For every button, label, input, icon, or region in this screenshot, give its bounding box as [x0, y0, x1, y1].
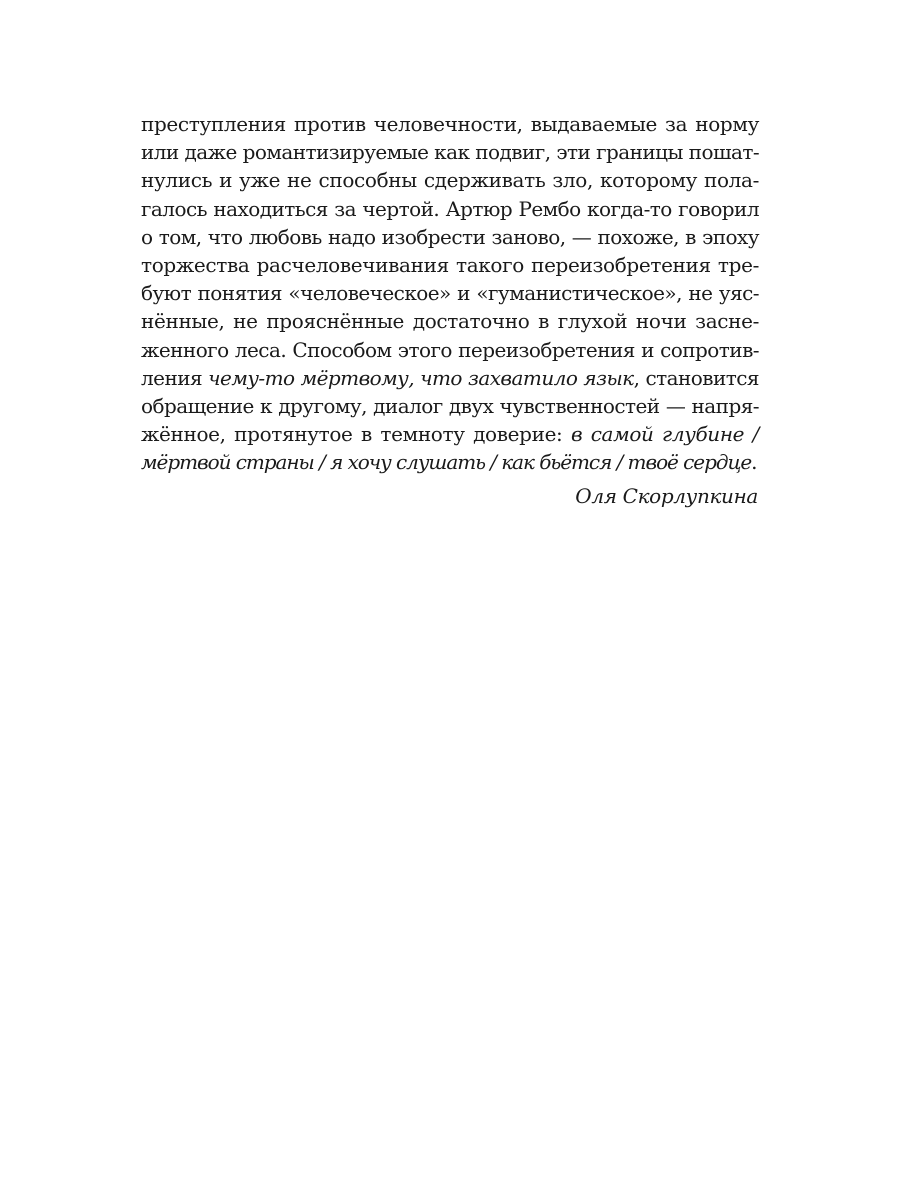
- text-line: нённые, не прояснённые достаточно в глухой ночи засне-: [141, 309, 759, 334]
- text-line: [141, 420, 759, 448]
- text-line: нулись и уже не способны сдерживать зло, которому пола-: [141, 168, 759, 193]
- text-segment: жённое, протянутое в темноту доверие:: [141, 422, 571, 447]
- text-line: преступления против человечности, выдаваемые за норму: [141, 112, 759, 136]
- text-segment: .: [751, 450, 757, 475]
- text-line: женного леса. Способом этого переизобретения и сопротив-: [141, 337, 759, 362]
- text-line: [141, 448, 759, 476]
- text-segment: , становится: [633, 365, 759, 390]
- text-line: торжества расчеловечивания такого переизобретения тре-: [141, 252, 759, 277]
- body-paragraph: [141, 110, 759, 476]
- text-line: обращение к другому, диалог двух чувственностей — напря-: [141, 393, 759, 418]
- italic-quote: чему-то мёртвому, что захватило язык: [208, 365, 634, 390]
- text-line: галось находиться за чертой. Артюр Рембо когда-то говорил: [141, 196, 759, 221]
- author-signature: Оля Скорлупкина: [575, 484, 758, 508]
- text-segment: ления: [141, 365, 209, 390]
- text-line: или даже романтизируемые как подвиг, эти границы пошат-: [141, 140, 760, 165]
- italic-quote: мёртвой страны / я хочу слушать / как бьётся / твоё сердце: [141, 450, 752, 475]
- text-line: о том, что любовь надо изобрести заново, — похоже, в эпоху: [141, 224, 759, 249]
- text-line: [141, 364, 759, 392]
- italic-quote: в самой глубине /: [570, 422, 760, 447]
- text-line: буют понятия «человеческое» и «гуманистическое», не уяс-: [141, 281, 759, 306]
